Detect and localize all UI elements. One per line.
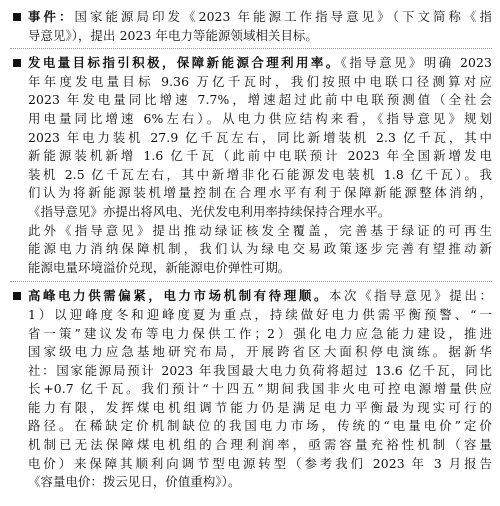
- text-line: 能力有限，发挥煤电机组调节能力仍是满足电力平衡最为现实可行的: [28, 399, 492, 415]
- text-line: 国家级电力应急基地研究布局，开展跨省区大面积停电演练。据新华: [28, 344, 492, 360]
- item-text: 《指导意见》明确 2023: [340, 55, 492, 71]
- text-line: 社：国家能源局预计 2023 年我国最大电力负荷将超过 13.6 亿千瓦，同比: [28, 362, 492, 378]
- peak-supply-item: [10, 287, 492, 492]
- text-line: 《指导意见》亦提出将风电、光伏发电利用率持续保持合理水平。: [28, 203, 391, 219]
- text-line: [28, 287, 492, 306]
- divider: [10, 281, 492, 282]
- text-line: 装机 2.5 亿千瓦左右，其中新增非化石能源发电装机 1.8 亿千瓦）。我: [28, 166, 492, 182]
- divider: [10, 48, 492, 49]
- item-text: 本次《指导意见》提出：: [329, 288, 492, 304]
- square-bullet-icon: [13, 13, 21, 21]
- item-lead: 高峰电力供需偏紧，电力市场机制有待理顺。: [28, 288, 329, 304]
- text-line: 此外《指导意见》提出推动绿证核发全覆盖，完善基于绿证的可再生: [28, 222, 492, 238]
- text-line: 年年度发电量目标 9.36 万亿千瓦时，我们按照中电联口径测算对应: [28, 73, 492, 89]
- text-line: 导意见》），提出 2023 年电力等能源领域相关目标。: [28, 27, 318, 43]
- text-line: 用电量同比增速 6%左右）。从电力供应结构来看，《指导意见》规划: [28, 110, 492, 126]
- text-line: 电价）来保障其顺利向调节型电源转型（参考我们 2023 年 3 月报告: [28, 455, 492, 471]
- square-bullet-icon: [13, 292, 21, 300]
- event-item: [10, 8, 492, 45]
- text-line: 能源电量环境溢价兑现，新能源电价弹性可期。: [28, 259, 291, 275]
- text-line: 机制已无法保障煤电机组的合理利润率，亟需容量充裕性机制（容量: [28, 437, 492, 453]
- text-line: 能源电力消纳保障机制，我们认为绿电交易政策逐步完善有望推动新: [28, 241, 492, 257]
- item-text: 国家能源局印发《2023 年能源工作指导意见》（下文简称《指: [74, 9, 492, 24]
- square-bullet-icon: [13, 59, 21, 67]
- text-line: 们认为将新能源装机增量控制在合理水平有利于保障新能源整体消纳，: [28, 185, 492, 201]
- text-line: 长+0.7 亿千瓦。我们预计“十四五”期间我国非火电可控电源增量供应: [28, 381, 492, 397]
- text-line: 新能源装机新增 1.6 亿千瓦（此前中电联预计 2023 年全国新增发电: [28, 148, 492, 164]
- text-line: 路径。在稀缺定价机制缺位的我国电力市场，传统的“电量电价”定价: [28, 418, 492, 434]
- generation-target-item: [10, 54, 492, 277]
- text-line: 1）以迎峰度冬和迎峰度夏为重点，持续做好电力供需平衡预警、“一: [28, 306, 492, 322]
- text-line: 2023 年电力装机 27.9 亿千瓦左右，同比新增装机 2.3 亿千瓦，其中: [28, 129, 492, 145]
- item-lead: 发电量目标指引积极，保障新能源合理利用率。: [28, 55, 341, 71]
- text-line: 省一策”建议发布等电力保供工作；2）强化电力应急能力建设，推进: [28, 325, 492, 341]
- text-line: 2023 年发电量同比增速 7.7%，增速超过此前中电联预测值（全社会: [28, 92, 492, 108]
- text-line: [28, 54, 492, 73]
- text-line: [28, 8, 492, 27]
- text-line: 《容量电价：拨云见日，价值重构》）。: [28, 474, 241, 490]
- item-lead: 事件：: [28, 9, 75, 24]
